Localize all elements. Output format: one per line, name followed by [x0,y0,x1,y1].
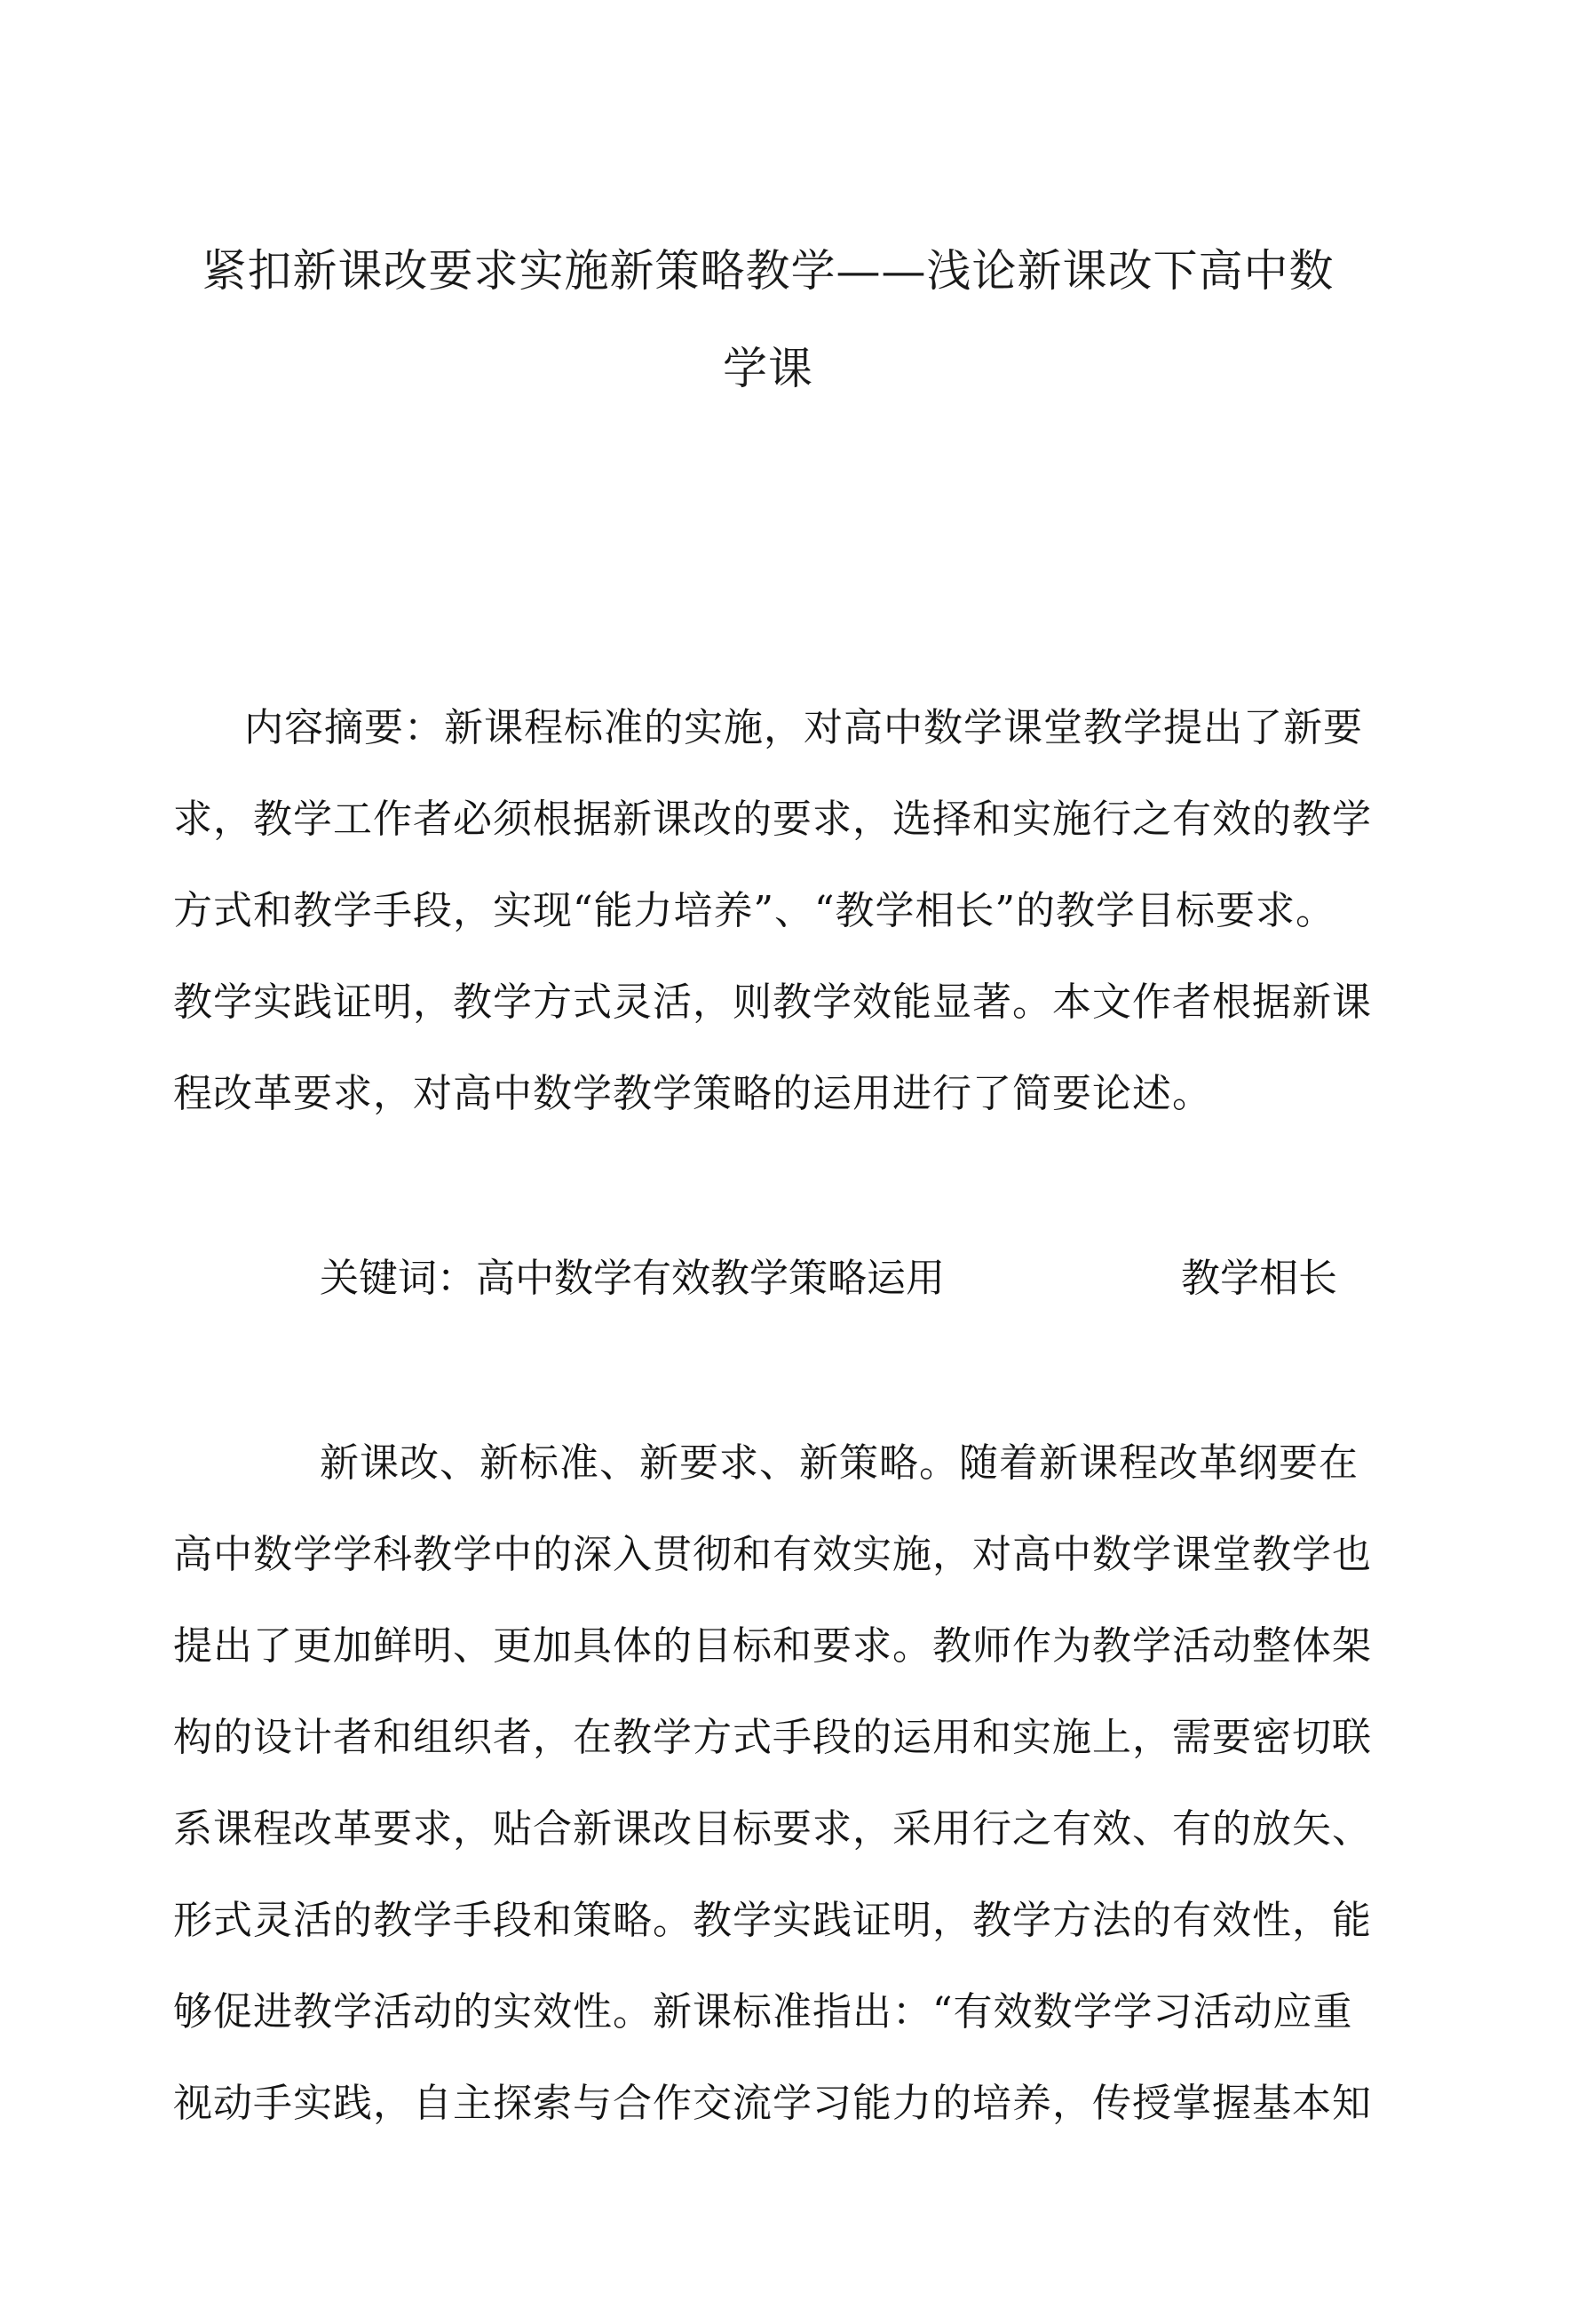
document-title [169,222,1367,417]
title-line-1: 紧扣新课改要求实施新策略教学——浅论新课改下高中数 [202,245,1335,297]
abstract-line: 教学实践证明，教学方式灵活，则教学效能显著。本文作者根据新课 [173,980,1372,1025]
keywords-label: 关键词： [320,1256,476,1301]
abstract-line: 求，教学工作者必须根据新课改的要求，选择和实施行之有效的教学 [173,797,1372,842]
abstract-line: 程改革要求，对高中数学教学策略的运用进行了简要论述。 [173,1071,1212,1116]
body-line: 高中数学学科教学中的深入贯彻和有效实施，对高中数学课堂教学也 [173,1532,1372,1577]
body-line: 形式灵活的教学手段和策略。教学实践证明，教学方法的有效性，能 [173,1898,1372,1943]
body-line: 够促进教学活动的实效性。新课标准指出：“有效数学学习活动应重 [173,1989,1353,2034]
keywords-terms: 高中数学有效教学策略运用 [476,1256,945,1301]
body-line: 构的设计者和组织者，在教学方式手段的运用和实施上，需要密切联 [173,1715,1372,1760]
body-line: 新课改、新标准、新要求、新策略。随着新课程改革纲要在 [320,1440,1359,1486]
body-line: 视动手实践，自主探索与合作交流学习能力的培养，传授掌握基本知 [173,2081,1372,2126]
abstract-line: 内容摘要：新课程标准的实施，对高中数学课堂教学提出了新要 [244,705,1363,750]
abstract-line: 方式和教学手段，实现“能力培养”、“教学相长”的教学目标要求。 [173,888,1335,933]
body-line: 系课程改革要求，贴合新课改目标要求，采用行之有效、有的放矢、 [173,1806,1372,1852]
keywords-last-term: 教学相长 [1181,1256,1337,1301]
title-line-2: 学课 [723,343,813,394]
body-line: 提出了更加鲜明、更加具体的目标和要求。教师作为教学活动整体架 [173,1623,1372,1669]
